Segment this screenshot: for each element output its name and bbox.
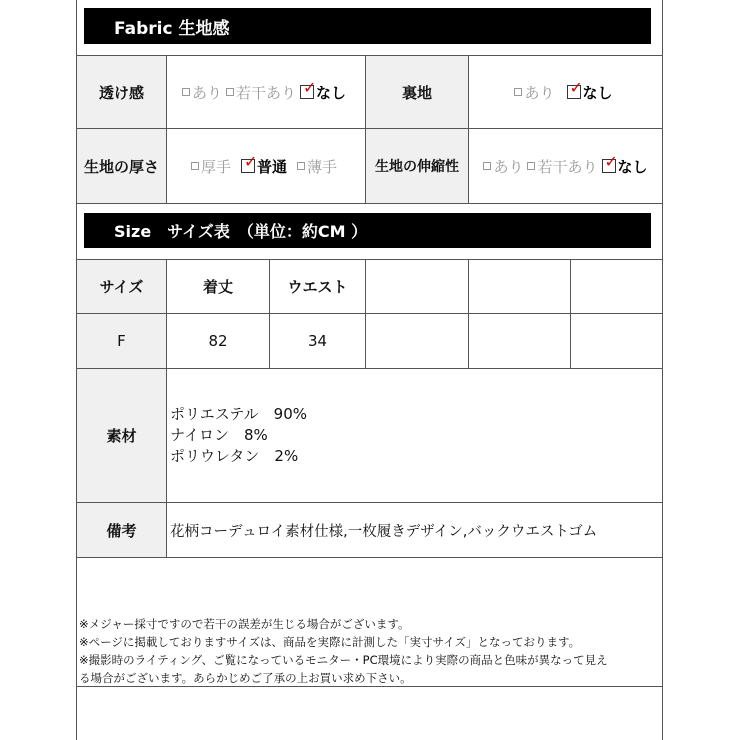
transparency-option-2: 若干あり	[226, 82, 296, 103]
transparency-label: 透け感	[77, 56, 166, 128]
checkbox-empty-icon	[191, 162, 199, 170]
checkbox-empty-icon	[483, 162, 491, 170]
checkbox-empty-icon	[182, 88, 190, 96]
size-header-cell-length: 着丈	[202, 278, 233, 296]
checkbox-empty-icon	[527, 162, 535, 170]
stretch-label: 生地の伸縮性	[366, 129, 468, 203]
lining-option-1: あり	[514, 82, 554, 103]
size-row-empty	[366, 314, 468, 368]
note-line-1: ※メジャー採寸ですので若干の誤差が生じる場合がございます。	[79, 617, 410, 631]
checkbox-empty-icon	[297, 162, 305, 170]
checkbox-checked-icon: ✓	[241, 159, 255, 173]
checkbox-empty-icon	[514, 88, 522, 96]
note-line-2: ※ページに掲載しておりますサイズは、商品を実際に計測した「実寸サイズ」となっております。	[79, 635, 581, 649]
stretch-options	[469, 129, 662, 203]
transparency-option-1: あり	[182, 82, 222, 103]
material-line-1: ポリエステル 90%	[170, 405, 307, 423]
size-header-cell-empty	[366, 260, 468, 313]
stretch-option-1: あり	[483, 156, 523, 177]
transparency-options	[167, 56, 365, 128]
thickness-option-1: 厚手	[191, 156, 231, 177]
size-header-text: Size サイズ表 （単位：約CM ）	[114, 222, 368, 241]
checkbox-empty-icon	[226, 88, 234, 96]
material-label: 素材	[77, 369, 166, 502]
checkbox-checked-icon: ✓	[567, 85, 581, 99]
size-header	[84, 213, 651, 248]
remarks-text: 花柄コーデュロイ素材仕様,一枚履きデザイン,バックウエストゴム	[170, 523, 598, 540]
size-row-waist: 34	[307, 332, 328, 350]
note-line-3: ※撮影時のライティング、ご覧になっているモニター・PC環境により実際の商品と色味が異なって見え	[79, 653, 608, 667]
thickness-option-3: 薄手	[297, 156, 337, 177]
size-header-cell-empty	[469, 260, 570, 313]
size-header-cell-empty	[571, 260, 662, 313]
size-header-cell-size: サイズ	[77, 260, 166, 313]
checkbox-checked-icon: ✓	[300, 85, 314, 99]
size-row-label: F	[77, 314, 166, 368]
notes	[79, 615, 661, 687]
size-row-length: 82	[208, 332, 228, 350]
fabric-table-bottom	[76, 203, 663, 204]
note-line-4: る場合がございます。あらかじめご了承の上お買い求め下さい。	[79, 671, 412, 685]
material-lines	[170, 404, 307, 467]
lining-options	[469, 56, 662, 128]
checkbox-checked-icon: ✓	[602, 159, 616, 173]
size-row-empty	[571, 314, 662, 368]
size-header-cell-waist: ウエスト	[287, 278, 348, 296]
transparency-option-3: ✓ なし	[300, 82, 346, 103]
stretch-option-2: 若干あり	[527, 156, 597, 177]
stretch-option-3: ✓ なし	[602, 156, 648, 177]
thickness-label: 生地の厚さ	[77, 129, 166, 203]
thickness-options	[167, 129, 365, 203]
remarks-divider	[76, 557, 663, 558]
lining-label: 裏地	[366, 56, 468, 128]
remarks-label: 備考	[77, 503, 166, 557]
material-line-3: ポリウレタン 2%	[170, 447, 299, 465]
thickness-option-2: ✓ 普通	[241, 156, 287, 177]
size-row-empty	[469, 314, 570, 368]
frame-right-border	[662, 0, 663, 740]
lining-option-2: ✓ なし	[567, 82, 613, 103]
fabric-header	[84, 8, 651, 44]
fabric-header-text: Fabric 生地感	[114, 18, 230, 39]
material-line-2: ナイロン 8%	[170, 426, 268, 444]
